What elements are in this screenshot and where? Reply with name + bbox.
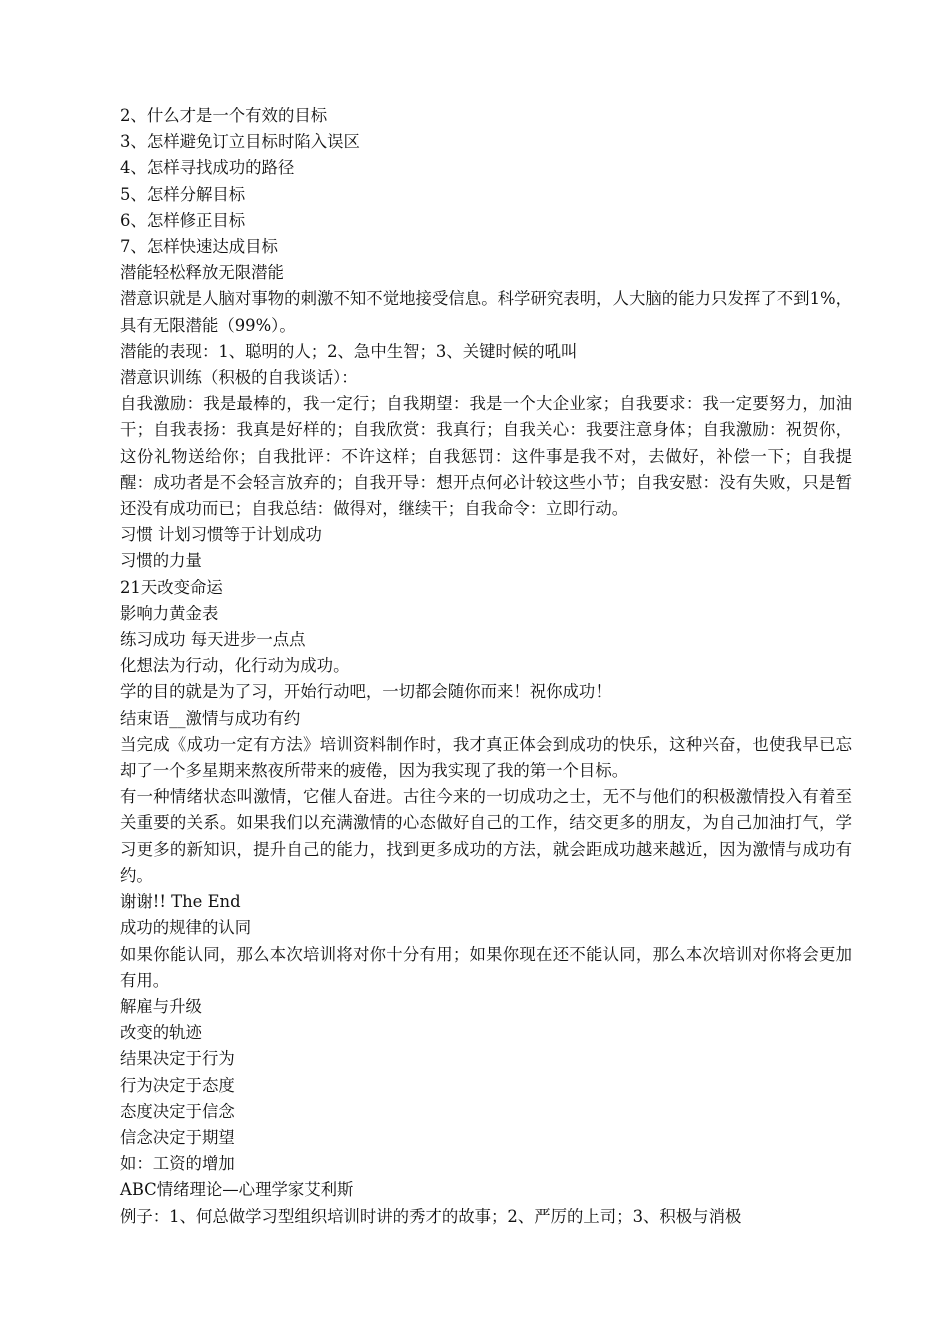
list-item-decompose-goal: 5、怎样分解目标 (120, 184, 246, 204)
heading-habit: 习惯 计划习惯等于计划成功 (120, 525, 322, 545)
text-start-action: 学的目的就是为了习，开始行动吧，一切都会随你而来！祝你成功！ (120, 682, 612, 702)
heading-conclusion: 结束语__激情与成功有约 (120, 708, 301, 728)
text-attitude-belief: 态度决定于信念 (120, 1101, 235, 1121)
paragraph-completion: 当完成《成功一定有方法》培训资料制作时，我才真正体会到成功的快乐，这种兴奋，也使我早已忘却了一个多星期来熬夜所带来的疲倦，因为我实现了我的第一个目标。 (120, 734, 852, 781)
text-salary-example: 如：工资的增加 (120, 1154, 235, 1174)
text-the-end: 谢谢!! The End (120, 892, 241, 912)
heading-change-trajectory: 改变的轨迹 (120, 1023, 202, 1043)
heading-abc-theory: ABC情绪理论—心理学家艾利斯 (120, 1180, 354, 1200)
text-result-behavior: 结果决定于行为 (120, 1049, 235, 1069)
heading-dismissal-promotion: 解雇与升级 (120, 996, 202, 1016)
text-examples: 例子：1、何总做学习型组织培训时讲的秀才的故事；2、严厉的上司；3、积极与消极 (120, 1206, 742, 1226)
heading-potential: 潜能轻松释放无限潜能 (120, 263, 284, 283)
list-item-revise-goal: 6、怎样修正目标 (120, 210, 246, 230)
list-item-avoid-pitfalls: 3、怎样避免订立目标时陷入误区 (120, 132, 360, 152)
heading-habit-power: 习惯的力量 (120, 551, 202, 571)
text-belief-expectation: 信念决定于期望 (120, 1127, 235, 1147)
list-item-achieve-goal: 7、怎样快速达成目标 (120, 237, 278, 257)
text-ideas-to-action: 化想法为行动，化行动为成功。 (120, 656, 350, 676)
paragraph-subconscious: 潜意识就是人脑对事物的刺激不知不觉地接受信息。科学研究表明，人大脑的能力只发挥了不到1%，具有无限潜能（99%）。 (120, 289, 852, 335)
heading-practice-success: 练习成功 每天进步一点点 (120, 630, 306, 650)
paragraph-recognition: 如果你能认同，那么本次培训将对你十分有用；如果你现在还不能认同，那么本次培训对你将会更加有用。 (120, 944, 852, 990)
heading-subconscious-training: 潜意识训练（积极的自我谈话）： (120, 368, 358, 388)
heading-recognition: 成功的规律的认同 (120, 918, 252, 938)
paragraph-passion: 有一种情绪状态叫激情，它催人奋进。古往今来的一切成功之士，无不与他们的积极激情投入有着至关重要的关系。如果我们以充满激情的心态做好自己的工作，结交更多的朋友，为自己加油打气，学习更多的新知识，提升自己的能力，找到更多成功的方法，就会距成功越来越近，因为激情与成功有约。 (120, 787, 852, 885)
paragraph-self-talk: 自我激励：我是最棒的，我一定行；自我期望：我是一个大企业家；自我要求：我一定要努力，加油干；自我表扬：我真是好样的；自我欣赏：我真行；自我关心：我要注意身体；自我激励：祝贺你，这份礼物送给你；自我批评：不许这样；自我惩罚：这件事是我不对，去做好，补偿一下；自我提醒：成功者是不会轻言放弃的；自我开导：想开点何必计较这些小节；自我安慰：没有失败，只是暂还没有成功而已；自我总结：做得对，继续干；自我命令：立即行动。 (120, 394, 852, 519)
list-item-effective-goal: 2、什么才是一个有效的目标 (120, 106, 328, 125)
list-item-find-path: 4、怎样寻找成功的路径 (120, 158, 295, 178)
text-behavior-attitude: 行为决定于态度 (120, 1075, 235, 1095)
heading-influence-table: 影响力黄金表 (120, 603, 219, 623)
heading-21-days: 21天改变命运 (120, 577, 223, 597)
potential-examples: 潜能的表现：1、聪明的人；2、急中生智；3、关键时候的吼叫 (120, 341, 578, 361)
document-body (120, 103, 852, 1230)
